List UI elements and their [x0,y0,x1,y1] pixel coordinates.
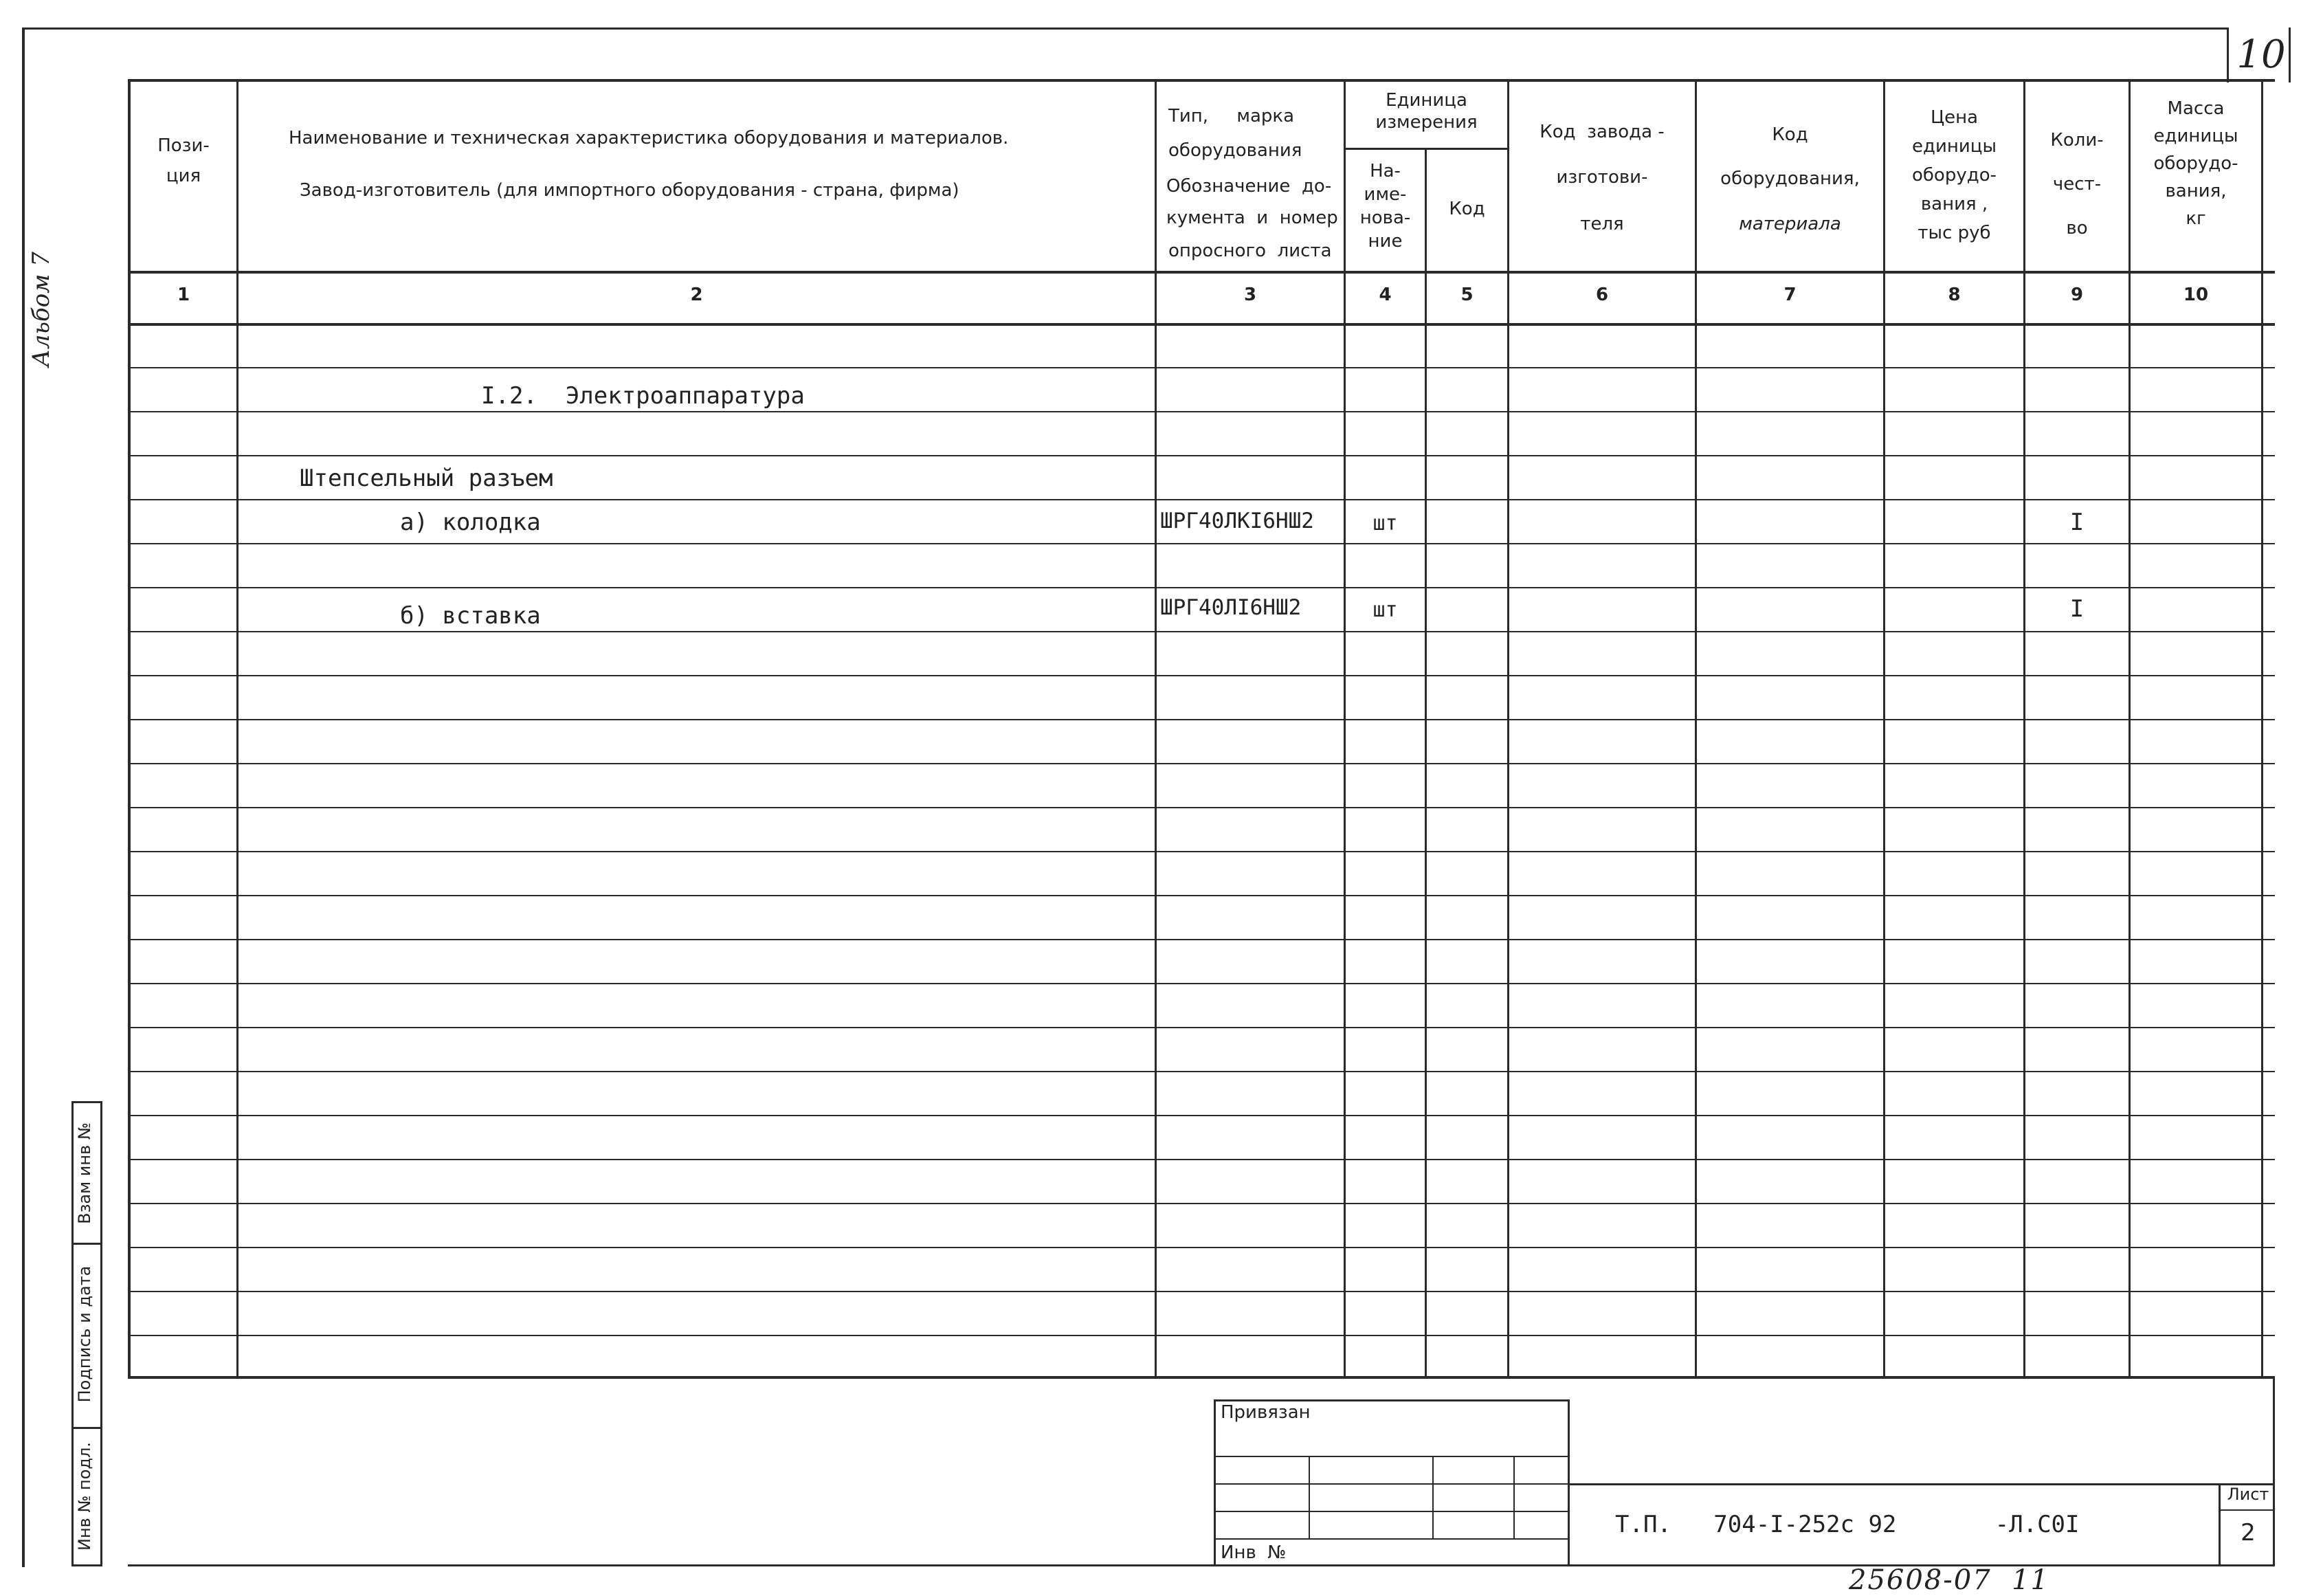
stamp-box-h3 [1214,1511,1570,1512]
item-b-unit: шт [1372,598,1398,622]
row-line [128,1291,2275,1292]
row-line [128,1203,2275,1204]
page-number: 10 [2236,32,2286,77]
stamp-box-v3 [1513,1456,1515,1538]
header-type-2: оборудования [1168,140,1302,161]
row-line [128,939,2275,940]
row-line [128,1335,2275,1336]
table-bottom [128,1376,2275,1379]
table-header-bottom [128,271,2275,274]
page-number-box-left [2227,27,2229,82]
privyazan-label: Привязан [1221,1402,1311,1423]
header-factory-code-3: теля [1580,214,1624,234]
album-label: Альбом 7 [27,252,55,367]
list-label: Лист [2227,1485,2269,1504]
row-line [128,411,2275,412]
col-number-8: 8 [1948,285,1961,305]
header-equip-code-2: оборудования, [1720,168,1860,189]
item-a-qty: I [2069,509,2085,536]
section-title: I.2. Электроаппаратура [481,382,805,410]
col-line-3 [1344,79,1346,1378]
item-b-qty: I [2069,595,2085,623]
frame-top [22,27,2227,30]
header-position: Пози- ция [157,135,210,186]
col-number-1: 1 [177,285,190,305]
row-line [128,675,2275,676]
header-type-1: Тип, марка [1168,106,1295,126]
col-number-6: 6 [1595,285,1609,305]
col-line-7 [1883,79,1885,1378]
stamp-box-left [1214,1399,1216,1566]
row-line [128,1115,2275,1116]
row-line [128,763,2275,764]
col-number-3: 3 [1243,285,1257,305]
page-number-box-right [2289,27,2291,82]
item-a-unit: шт [1372,511,1398,535]
col-line-2 [1155,79,1157,1378]
stamp-podpis: Подпись и дата [75,1265,94,1403]
col-number-4: 4 [1379,285,1392,305]
header-unit-code: Код [1449,199,1485,219]
frame-left [22,27,25,1567]
stamp-vzam: Взам инв № [75,1122,94,1224]
row-line [128,1247,2275,1248]
footer-number: 25608-07 11 [1849,1564,2049,1596]
header-quantity: Коли- чест- во [2050,130,2104,239]
header-unit-name: На- име- нова- ние [1359,161,1411,252]
document-code: Т.П. 704-I-252с 92 -Л.С0I [1615,1511,2080,1538]
stamp-box-top [1214,1399,1570,1401]
group-title: Штепсельный разъем [300,465,553,492]
stamp-strip-top [71,1101,102,1103]
col-number-10: 10 [2183,285,2209,305]
header-mass: Масса единицы оборудо- вания, кг [2153,98,2238,229]
row-line [128,587,2275,588]
stamp-box-h1 [1214,1456,1570,1457]
stamp-strip-left [71,1101,74,1566]
list-number: 2 [2241,1519,2256,1547]
stamp-sep-1 [71,1243,102,1245]
list-box-left [2219,1483,2221,1566]
item-a-type: ШРГ40ЛКI6НШ2 [1160,509,1314,533]
stamp-box-v1 [1309,1456,1310,1538]
header-price: Цена единицы оборудо- вания , тыс руб [1911,107,1997,243]
row-line [128,895,2275,896]
col-number-5: 5 [1460,285,1474,305]
header-equip-code-1: Код [1772,124,1808,145]
row-line [128,631,2275,632]
row-line [128,367,2275,368]
header-factory-code-1: Код завода - [1540,122,1665,142]
col-number-2: 2 [690,285,703,305]
table-top [128,79,2275,82]
item-b-name: б) вставка [400,602,541,630]
row-line [128,807,2275,808]
row-line [128,851,2275,852]
col-number-7: 7 [1783,285,1797,305]
header-factory-code-2: изготови- [1556,167,1648,188]
stamp-strip-right [100,1101,102,1566]
stamp-inv: Инв № подл. [75,1442,94,1551]
header-name-line2: Завод-изготовитель (для импортного оборудования - страна, фирма) [300,180,959,201]
row-line [128,543,2275,544]
table-numbers-bottom [128,323,2275,326]
row-line [128,1071,2275,1072]
row-line [128,455,2275,456]
col-line-10 [2261,79,2263,1378]
col-line-9 [2128,79,2131,1378]
item-b-type: ШРГ40ЛI6НШ2 [1160,595,1302,620]
col-line-5 [1507,79,1509,1378]
row-line [128,1027,2275,1028]
title-box-top [1570,1483,2275,1485]
stamp-box-h4 [1214,1538,1570,1540]
inv-no-label: Инв № [1221,1542,1287,1563]
stamp-box-right [1568,1399,1570,1566]
col-line-6 [1695,79,1697,1378]
row-line [128,1159,2275,1160]
col-number-9: 9 [2070,285,2084,305]
stamp-box-v2 [1432,1456,1434,1538]
header-name-line1: Наименование и техническая характеристика оборудования и материалов. [289,128,1009,148]
item-a-name: а) колодка [400,509,541,536]
row-line [128,983,2275,984]
col-line-0 [128,79,131,1378]
header-equip-code-3: материала [1739,214,1841,234]
header-unit-group: Единица измерения [1375,90,1478,133]
row-line [128,719,2275,720]
header-type-5: опросного листа [1168,241,1332,261]
col-line-8 [2023,79,2025,1378]
stamp-box-h2 [1214,1483,1570,1485]
header-type-3: Обозначение до- [1166,176,1332,197]
header-type-4: кумента и номер [1166,208,1338,228]
row-line [128,499,2275,500]
col-line-1 [236,79,238,1378]
list-box-sep [2219,1509,2275,1511]
